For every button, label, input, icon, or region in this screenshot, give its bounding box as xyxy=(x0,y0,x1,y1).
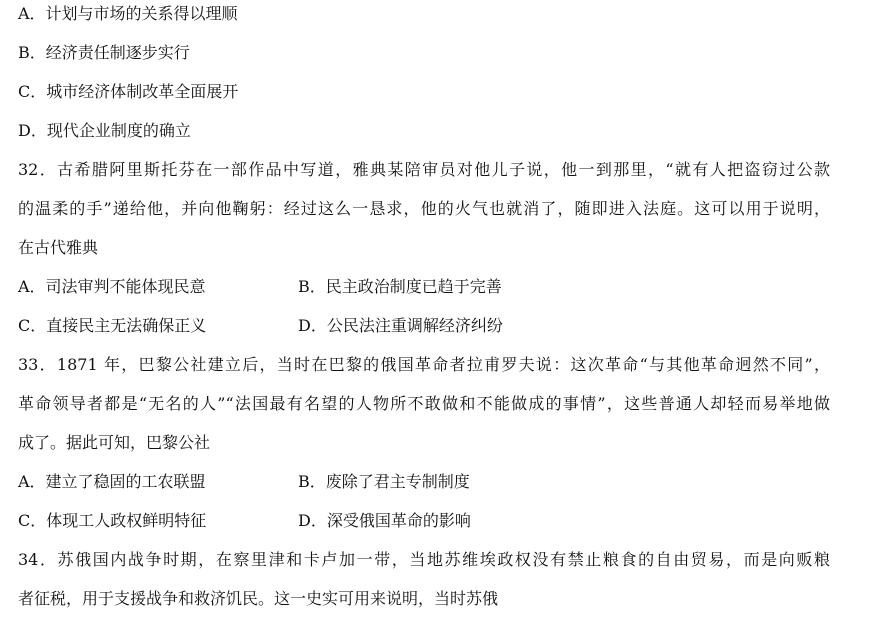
q31-option-d: D．现代企业制度的确立 xyxy=(18,121,191,140)
q32-option-b: B．民主政治制度已趋于完善 xyxy=(298,277,502,296)
q32-option-c: C．直接民主无法确保正义 xyxy=(18,316,207,335)
q33-option-d: D．深受俄国革命的影响 xyxy=(298,511,471,530)
q31-option-c: C．城市经济体制改革全面展开 xyxy=(18,82,239,101)
q32-option-a: A．司法审判不能体现民意 xyxy=(18,277,206,296)
q33-option-b: B．废除了君主专制制度 xyxy=(298,472,470,491)
q31-option-a: A．计划与市场的关系得以理顺 xyxy=(18,4,238,23)
q33-option-a: A．建立了稳固的工农联盟 xyxy=(18,472,206,491)
q33-stem-line-3: 成了。据此可知，巴黎公社 xyxy=(18,433,211,452)
q34-stem-line-1: 34．苏俄国内战争时期，在察里津和卡卢加一带，当地苏维埃政权没有禁止粮食的自由贸易，而是向贩粮 xyxy=(18,550,830,569)
q32-stem-line-3: 在古代雅典 xyxy=(18,238,99,257)
q33-stem-line-2: 革命领导者都是“无名的人”“法国最有名望的人物所不敢做和不能做成的事情”，这些普通人却轻而易举地做 xyxy=(18,394,830,413)
q32-stem-line-2: 的温柔的手”递给他，并向他鞠躬：经过这么一恳求，他的火气也就消了，随即进入法庭。这可以用于说明， xyxy=(18,199,830,218)
q32-stem-line-1: 32．古希腊阿里斯托芬在一部作品中写道，雅典某陪审员对他儿子说，他一到那里，“就有人把盗窃过公款 xyxy=(18,160,830,179)
q33-option-c: C．体现工人政权鲜明特征 xyxy=(18,511,207,530)
q32-option-d: D．公民法注重调解经济纠纷 xyxy=(298,316,503,335)
q33-stem-line-1: 33．1871 年，巴黎公社建立后，当时在巴黎的俄国革命者拉甫罗夫说：这次革命“与其他革命迥然不同”， xyxy=(18,355,830,374)
q31-option-b: B．经济责任制逐步实行 xyxy=(18,43,190,62)
q34-stem-line-2: 者征税，用于支援战争和救济饥民。这一史实可用来说明，当时苏俄 xyxy=(18,589,499,608)
